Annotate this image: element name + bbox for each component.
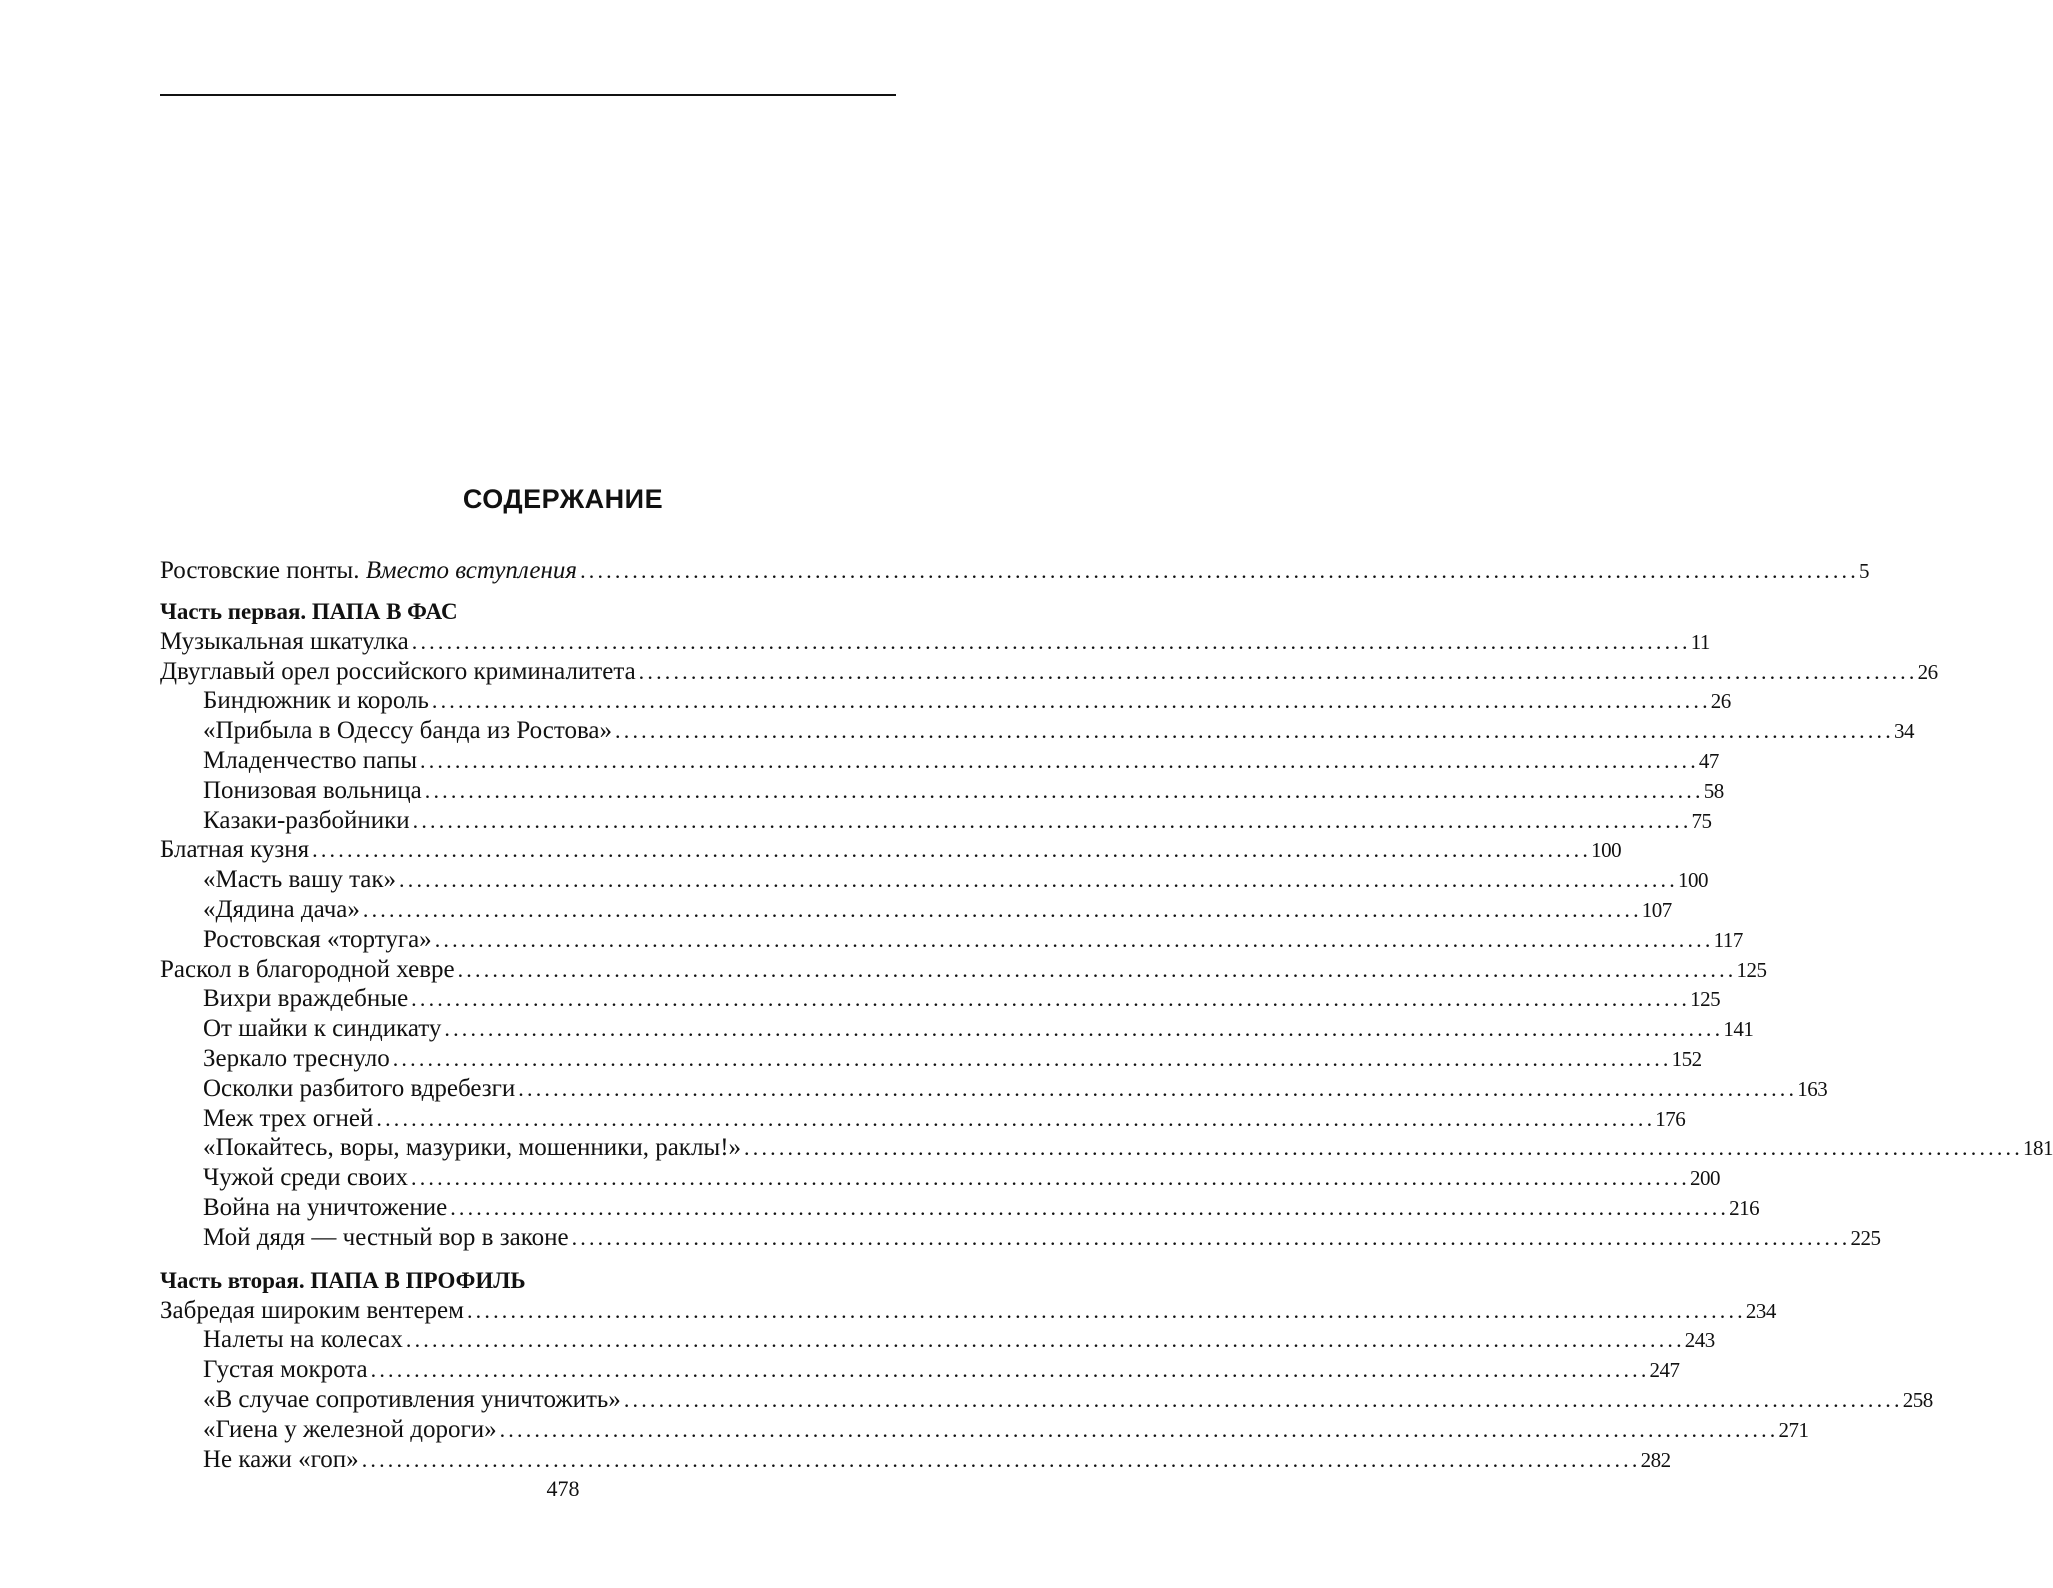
toc-entry bbox=[160, 1296, 1776, 1326]
toc-entry-page: 163 bbox=[1797, 1076, 1828, 1101]
dot-leader bbox=[577, 556, 1859, 586]
toc-entry-page: 26 bbox=[1917, 659, 1938, 684]
toc-entry-page: 47 bbox=[1698, 748, 1719, 773]
dot-leader bbox=[409, 627, 1691, 657]
toc-entry-page: 100 bbox=[1677, 868, 1708, 893]
toc-entry-title: Понизовая вольница bbox=[203, 776, 422, 804]
toc-entry bbox=[160, 716, 1914, 746]
toc-entry-page: 117 bbox=[1713, 927, 1743, 952]
toc-parts bbox=[160, 596, 2053, 1475]
toc-entry bbox=[160, 746, 1719, 776]
toc-entry bbox=[160, 1385, 1933, 1415]
dot-leader bbox=[360, 895, 1642, 925]
toc-entry-page: 247 bbox=[1649, 1358, 1680, 1383]
toc-entry bbox=[160, 865, 1708, 895]
toc-entry-title: Чужой среди своих bbox=[203, 1164, 409, 1192]
toc-entry-page: 243 bbox=[1684, 1328, 1715, 1353]
toc-entry-title: Младенчество папы bbox=[203, 746, 418, 774]
toc-entry-page: 141 bbox=[1723, 1017, 1754, 1042]
dot-leader bbox=[447, 1193, 1729, 1223]
page-number: 478 bbox=[546, 1476, 580, 1501]
toc-entry bbox=[160, 1325, 1715, 1355]
toc-entry-page: 258 bbox=[1902, 1387, 1933, 1412]
toc-entry-page: 58 bbox=[1703, 778, 1724, 803]
toc-entry-title: Ростовская «тортуга» bbox=[203, 925, 432, 953]
toc-entry-title: Блатная кузня bbox=[160, 836, 310, 864]
dot-leader bbox=[368, 1355, 1650, 1385]
toc-entry-intro bbox=[160, 556, 1869, 586]
toc-entry bbox=[160, 1074, 1828, 1104]
toc-entry-title: Раскол в благородной хевре bbox=[160, 955, 455, 983]
toc-entry bbox=[160, 1415, 1809, 1445]
dot-leader bbox=[410, 806, 1692, 836]
toc-entry-page: 100 bbox=[1591, 838, 1622, 863]
toc-entry-title: Зеркало треснуло bbox=[203, 1044, 390, 1072]
dot-leader bbox=[621, 1385, 1903, 1415]
dot-leader bbox=[515, 1074, 1797, 1104]
toc-entry bbox=[160, 1355, 1680, 1385]
toc-entry-page: 34 bbox=[1893, 719, 1914, 744]
toc-entry bbox=[160, 1133, 2053, 1163]
toc-entry-title: От шайки к синдикату bbox=[203, 1015, 442, 1043]
dot-leader bbox=[464, 1296, 1746, 1326]
toc-entry-page: 5 bbox=[1858, 559, 1869, 583]
dot-leader bbox=[408, 1163, 1690, 1193]
page-title: СОДЕРЖАНИЕ bbox=[462, 484, 664, 514]
dot-leader bbox=[455, 955, 1737, 985]
dot-leader bbox=[741, 1133, 2023, 1163]
toc-entry-title: Война на уничтожение bbox=[203, 1193, 448, 1221]
toc-entry-title: Двуглавый орел российского криминалитета bbox=[160, 657, 636, 685]
toc-entry bbox=[160, 627, 1710, 657]
toc-entry bbox=[160, 806, 1712, 836]
toc-entry bbox=[160, 1163, 1720, 1193]
toc-part-heading: Часть вторая. ПАПА В ПРОФИЛЬ bbox=[160, 1267, 526, 1293]
toc-entry-title: Налеты на колесах bbox=[203, 1326, 403, 1354]
toc-entry-page: 200 bbox=[1689, 1166, 1720, 1191]
toc-entry-page: 216 bbox=[1729, 1195, 1760, 1220]
dot-leader bbox=[422, 776, 1704, 806]
top-rule bbox=[160, 94, 896, 96]
toc-entry bbox=[160, 984, 1721, 1014]
toc-entry-title: Густая мокрота bbox=[203, 1356, 368, 1384]
toc-entry-page: 107 bbox=[1641, 897, 1672, 922]
toc-entry-page: 11 bbox=[1690, 629, 1710, 654]
toc-entry bbox=[160, 1044, 1702, 1074]
toc-entry-page: 176 bbox=[1655, 1106, 1686, 1131]
toc-entry-title: Ростовские понты. Вместо вступления bbox=[160, 557, 578, 584]
dot-leader bbox=[417, 746, 1699, 776]
toc-entry-title: «Прибыла в Одессу банда из Ростова» bbox=[203, 717, 613, 745]
toc-entry-title: «Гиена у железной дороги» bbox=[203, 1415, 497, 1443]
toc-entry-title: Музыкальная шкатулка bbox=[160, 627, 409, 655]
toc-entry-subtitle: Вместо вступления bbox=[365, 557, 578, 584]
toc-entry bbox=[160, 1193, 1760, 1223]
toc-entry-title: Осколки разбитого вдребезги bbox=[203, 1074, 516, 1102]
toc-entry-title: Не кажи «гоп» bbox=[203, 1445, 359, 1473]
toc-entry-page: 271 bbox=[1778, 1417, 1809, 1442]
dot-leader bbox=[429, 686, 1711, 716]
dot-leader bbox=[408, 984, 1690, 1014]
toc-entry-page: 125 bbox=[1690, 987, 1721, 1012]
dot-leader bbox=[636, 657, 1918, 687]
dot-leader bbox=[403, 1325, 1685, 1355]
toc-entry-title: «Покайтесь, воры, мазурики, мошенники, раклы!» bbox=[203, 1134, 742, 1162]
dot-leader bbox=[612, 716, 1894, 746]
toc-entry-page: 125 bbox=[1736, 957, 1767, 982]
toc-entry bbox=[160, 1104, 1686, 1134]
toc-entry bbox=[160, 925, 1743, 955]
dot-leader bbox=[309, 835, 1591, 865]
toc-entry bbox=[160, 686, 1731, 716]
toc-entry-title: «Масть вашу так» bbox=[203, 866, 397, 894]
toc-entry-page: 26 bbox=[1710, 689, 1731, 714]
toc-entry-page: 181 bbox=[2022, 1136, 2053, 1161]
toc-entry-title: Меж трех огней bbox=[203, 1104, 374, 1132]
toc-entry-title: Биндюжник и король bbox=[203, 687, 429, 715]
dot-leader bbox=[432, 925, 1714, 955]
toc-entry-page: 75 bbox=[1691, 808, 1712, 833]
dot-leader bbox=[359, 1445, 1641, 1475]
toc-entry bbox=[160, 1223, 1881, 1253]
toc-entry-page: 225 bbox=[1850, 1225, 1881, 1250]
toc-entry bbox=[160, 776, 1724, 806]
dot-leader bbox=[497, 1415, 1779, 1445]
toc-entry bbox=[160, 657, 1938, 687]
toc-entry-title: Казаки-разбойники bbox=[203, 806, 410, 834]
toc-entry bbox=[160, 1014, 1754, 1044]
toc-entry-title: Мой дядя — честный вор в законе bbox=[203, 1223, 569, 1251]
table-of-contents bbox=[160, 556, 2053, 1474]
dot-leader bbox=[396, 865, 1678, 895]
toc-entry-title: «В случае сопротивления уничтожить» bbox=[203, 1385, 621, 1413]
dot-leader bbox=[569, 1223, 1851, 1253]
toc-entry-title: «Дядина дача» bbox=[203, 895, 360, 923]
toc-entry-page: 234 bbox=[1745, 1298, 1776, 1323]
toc-part-heading: Часть первая. ПАПА В ФАС bbox=[160, 598, 458, 624]
toc-entry bbox=[160, 1445, 1671, 1475]
dot-leader bbox=[441, 1014, 1723, 1044]
toc-entry-title: Забредая широким вентерем bbox=[160, 1296, 464, 1324]
toc-entry-page: 282 bbox=[1640, 1447, 1671, 1472]
toc-entry bbox=[160, 895, 1672, 925]
toc-entry-page: 152 bbox=[1671, 1046, 1702, 1071]
toc-entry bbox=[160, 955, 1767, 985]
dot-leader bbox=[390, 1044, 1672, 1074]
toc-entry bbox=[160, 835, 1622, 865]
toc-entry-title: Вихри враждебные bbox=[203, 985, 409, 1013]
dot-leader bbox=[373, 1104, 1655, 1134]
